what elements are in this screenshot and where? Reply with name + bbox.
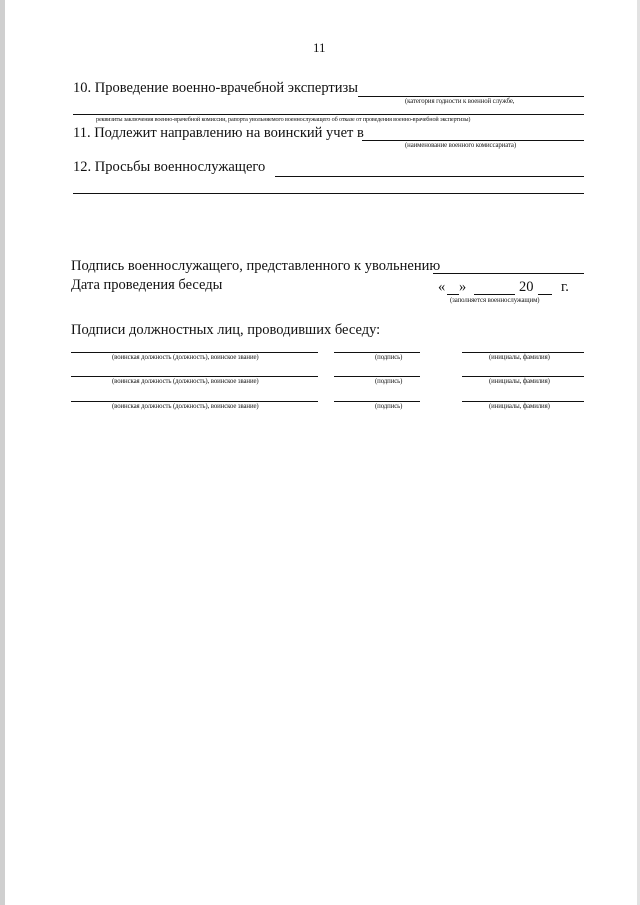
item10-caption-full: реквизиты заключения военно-врачебной комиссии, рапорта увольняемого военнослужащего об отказе от проведения военно-врачебной экспертизы) (96, 116, 471, 123)
date-quote-close: » (459, 279, 467, 295)
item10-fill-line (358, 96, 584, 97)
item11-fill-line (362, 140, 584, 141)
official-row-3-name-caption: (инициалы, фамилия) (489, 403, 550, 410)
official-row-2-signature-line (334, 376, 420, 377)
date-month-line (474, 294, 515, 295)
item10-fill-line-2 (73, 114, 584, 115)
official-row-2-position-caption: (воинская должность (должность), воинское звание) (112, 378, 259, 385)
page-left-edge (0, 0, 5, 905)
date-year-line (538, 294, 552, 295)
official-row-2-position-line (71, 376, 318, 377)
signature-label: Подпись военнослужащего, представленного к увольнению (71, 258, 441, 274)
item10-caption-right: (категория годности к военной службе, (405, 98, 515, 105)
official-row-1-signature-caption: (подпись) (375, 354, 403, 361)
official-row-1-position-caption: (воинская должность (должность), воинское звание) (112, 354, 259, 361)
item11-caption: (наименование военного комиссариата) (405, 142, 516, 149)
official-row-3-position-caption: (воинская должность (должность), воинское звание) (112, 403, 259, 410)
item12-fill-line-2 (73, 193, 584, 194)
official-row-1-signature-line (334, 352, 420, 353)
official-row-3-name-line (462, 401, 584, 402)
date-year-suffix: г. (561, 279, 569, 295)
officials-heading: Подписи должностных лиц, проводивших беседу: (71, 322, 381, 338)
date-label: Дата проведения беседы (71, 277, 223, 293)
page-number: 11 (313, 40, 326, 55)
date-day-line (447, 294, 459, 295)
official-row-2-name-caption: (инициалы, фамилия) (489, 378, 550, 385)
official-row-2-name-line (462, 376, 584, 377)
official-row-1-name-line (462, 352, 584, 353)
date-quote-open: « (438, 279, 446, 295)
official-row-3-signature-line (334, 401, 420, 402)
official-row-1-name-caption: (инициалы, фамилия) (489, 354, 550, 361)
item12-label: 12. Просьбы военнослужащего (73, 159, 266, 175)
item11-label: 11. Подлежит направлению на воинский учет в (73, 125, 364, 141)
official-row-3-position-line (71, 401, 318, 402)
date-year-prefix: 20 (519, 279, 534, 295)
signature-fill-line (433, 273, 584, 274)
item12-fill-line (275, 176, 584, 177)
item10-label: 10. Проведение военно-врачебной экспертизы (73, 80, 358, 96)
official-row-3-signature-caption: (подпись) (375, 403, 403, 410)
date-caption: (заполняется военнослужащим) (450, 297, 540, 304)
official-row-2-signature-caption: (подпись) (375, 378, 403, 385)
official-row-1-position-line (71, 352, 318, 353)
